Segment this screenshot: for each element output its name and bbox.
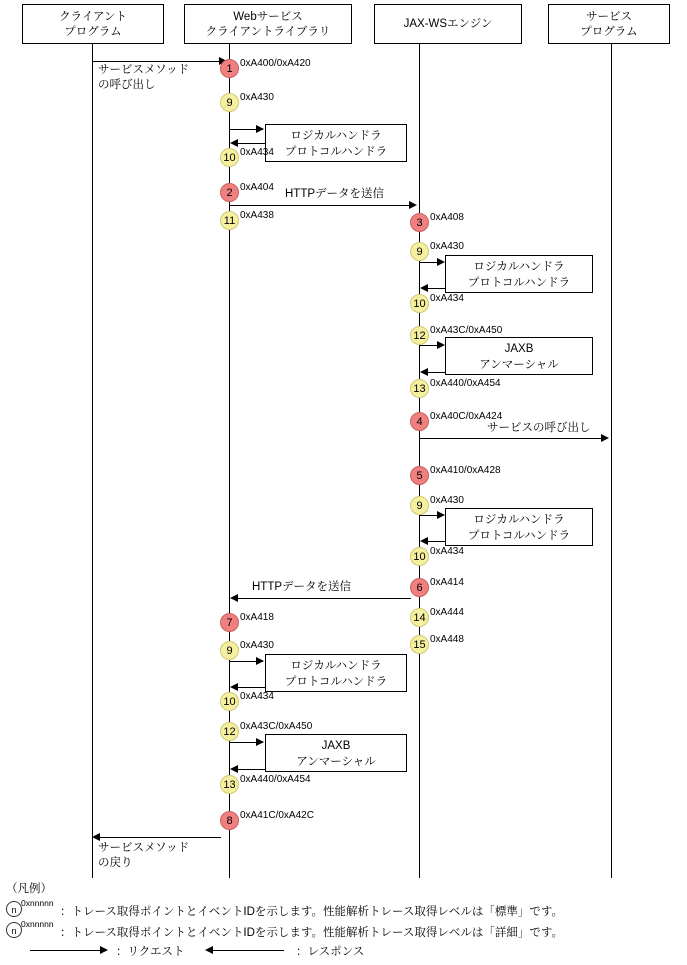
event-marker-9b: 9 [410,242,429,261]
event-code-4: 0xA40C/0xA424 [430,411,503,422]
event-marker-10c: 10 [410,547,429,566]
event-code-6: 0xA414 [430,577,464,588]
arrow-service-call [419,438,603,439]
arrow-from-jaxb-1 [427,372,445,373]
note-handler-2 [445,255,593,293]
event-code-10a: 0xA434 [240,147,274,158]
event-code-12a: 0xA43C/0xA450 [430,325,503,336]
event-code-14: 0xA444 [430,607,464,618]
label-service-method-call-line1: サービスメソッド [98,64,190,76]
legend-response-line [212,950,284,951]
event-marker-9d: 9 [220,641,239,660]
legend-request-arrow-head [100,946,108,954]
arrow-head-service-call [601,434,609,442]
arrow-service-method-return [99,837,221,838]
label-service-method-call-line2: の呼び出し [98,79,156,91]
event-marker-11: 11 [220,211,239,230]
arrow-from-handler-2 [427,288,445,289]
lifeline-engine [419,44,420,878]
arrow-head-from-handler-1 [230,139,238,147]
event-code-9c: 0xA430 [430,495,464,506]
legend-request-line [30,950,102,951]
lifeline-wslib [229,44,230,878]
event-marker-12a: 12 [410,326,429,345]
legend-response-label: ：レスポンス [296,946,365,958]
arrow-from-handler-3 [427,541,445,542]
event-code-5: 0xA410/0xA428 [430,465,501,476]
arrow-from-handler-1 [237,143,265,144]
event-marker-13b: 13 [220,775,239,794]
legend-text-standard: ：トレース取得ポイントとイベントIDを示します。性能解析トレース取得レベルは「標準」です。 [60,906,564,918]
note-jaxb-2-line1: JAXB [321,740,351,752]
arrow-head-to-handler-4 [256,657,264,665]
note-jaxb-1-line2: アンマーシャル [479,359,559,371]
event-marker-10d: 10 [220,692,239,711]
arrow-service-method-call [92,61,221,62]
lane-header-service-line2: プログラム [580,26,638,38]
arrow-head-to-handler-2 [437,258,445,266]
lane-header-engine-line1: JAX-WSエンジン [403,18,493,30]
lane-header-service [548,4,670,44]
label-service-method-return-line2: の戻り [98,857,133,869]
event-marker-10b: 10 [410,294,429,313]
arrow-head-from-jaxb-2 [230,765,238,773]
label-service-call: サービスの呼び出し [487,422,591,434]
note-handler-2-line2: プロトコルハンドラ [467,277,571,289]
event-marker-13a: 13 [410,379,429,398]
event-marker-10a: 10 [220,148,239,167]
event-code-11: 0xA438 [240,210,274,221]
event-code-13b: 0xA440/0xA454 [240,774,311,785]
arrow-head-to-jaxb-1 [437,341,445,349]
arrow-head-from-handler-3 [420,537,428,545]
arrow-head-to-jaxb-2 [256,738,264,746]
label-http-send-1: HTTPデータを送信 [285,188,385,200]
lane-header-client-line1: クライアント [59,11,127,23]
legend-marker-standard: n [6,901,22,917]
event-marker-15: 15 [410,635,429,654]
legend-response-arrow-head [205,946,213,954]
event-marker-3: 3 [410,213,429,232]
arrow-http-send-2 [237,598,411,599]
event-marker-4: 4 [410,412,429,431]
arrow-head-service-method-return [92,833,100,841]
lane-header-client-line2: プログラム [64,26,122,38]
note-jaxb-1 [445,337,593,375]
event-marker-2: 2 [220,183,239,202]
legend-text-detail: ：トレース取得ポイントとイベントIDを示します。性能解析トレース取得レベルは「詳細」です。 [60,927,564,939]
event-marker-8: 8 [220,811,239,830]
label-service-method-return-line1: サービスメソッド [98,842,190,854]
label-service-method-call [98,63,189,93]
arrow-head-to-handler-1 [256,125,264,133]
lane-header-wslib [184,4,352,44]
event-code-9a: 0xA430 [240,92,274,103]
event-code-15: 0xA448 [430,634,464,645]
lane-header-service-line1: サービス [586,11,632,23]
lane-header-client [22,4,164,44]
legend-request-label: ：リクエスト [116,946,185,958]
label-http-send-2: HTTPデータを送信 [252,581,352,593]
lane-header-wslib-line1: Webサービス [233,11,303,23]
note-handler-4 [265,654,407,692]
note-jaxb-2 [265,734,407,772]
arrow-head-from-jaxb-1 [420,368,428,376]
event-code-10c: 0xA434 [430,546,464,557]
note-handler-4-line1: ロジカルハンドラ [290,660,382,672]
note-handler-3-line2: プロトコルハンドラ [467,530,571,542]
arrow-head-to-handler-3 [437,511,445,519]
event-marker-5: 5 [410,466,429,485]
note-handler-1-line2: プロトコルハンドラ [284,146,388,158]
event-code-8: 0xA41C/0xA42C [240,810,314,821]
lifeline-client [92,44,93,878]
event-code-9b: 0xA430 [430,241,464,252]
note-jaxb-1-line1: JAXB [504,343,534,355]
note-jaxb-2-line2: アンマーシャル [296,756,376,768]
note-handler-3 [445,508,593,546]
arrow-from-handler-4 [237,687,265,688]
legend-marker-detail: n [6,922,22,938]
event-code-10b: 0xA434 [430,293,464,304]
arrow-http-send-1 [229,205,411,206]
lifeline-service [611,44,612,878]
note-handler-1-line1: ロジカルハンドラ [290,130,382,142]
label-service-method-return [98,841,189,871]
arrow-from-jaxb-2 [237,769,265,770]
note-handler-3-line1: ロジカルハンドラ [473,514,565,526]
arrow-head-from-handler-4 [230,683,238,691]
legend-code-detail: 0xnnnnn [21,919,54,929]
legend-code-standard: 0xnnnnn [21,898,54,908]
lane-header-wslib-line2: クライアントライブラリ [205,26,331,38]
event-code-2: 0xA404 [240,182,274,193]
event-code-13a: 0xA440/0xA454 [430,378,501,389]
note-handler-2-line1: ロジカルハンドラ [473,261,565,273]
arrow-head-http-send-1 [409,201,417,209]
event-code-10d: 0xA434 [240,691,274,702]
event-code-7: 0xA418 [240,612,274,623]
lane-header-engine [374,4,522,44]
event-code-1: 0xA400/0xA420 [240,58,311,69]
event-marker-14: 14 [410,608,429,627]
event-code-12b: 0xA43C/0xA450 [240,721,313,732]
legend-title: （凡例） [6,883,52,895]
event-marker-1: 1 [220,59,239,78]
event-marker-9a: 9 [220,93,239,112]
note-handler-4-line2: プロトコルハンドラ [284,676,388,688]
note-handler-1 [265,124,407,162]
event-marker-9c: 9 [410,496,429,515]
event-marker-6: 6 [410,578,429,597]
arrow-head-from-handler-2 [420,284,428,292]
event-code-9d: 0xA430 [240,640,274,651]
event-marker-12b: 12 [220,722,239,741]
arrow-head-http-send-2 [230,594,238,602]
event-code-3: 0xA408 [430,212,464,223]
event-marker-7: 7 [220,613,239,632]
